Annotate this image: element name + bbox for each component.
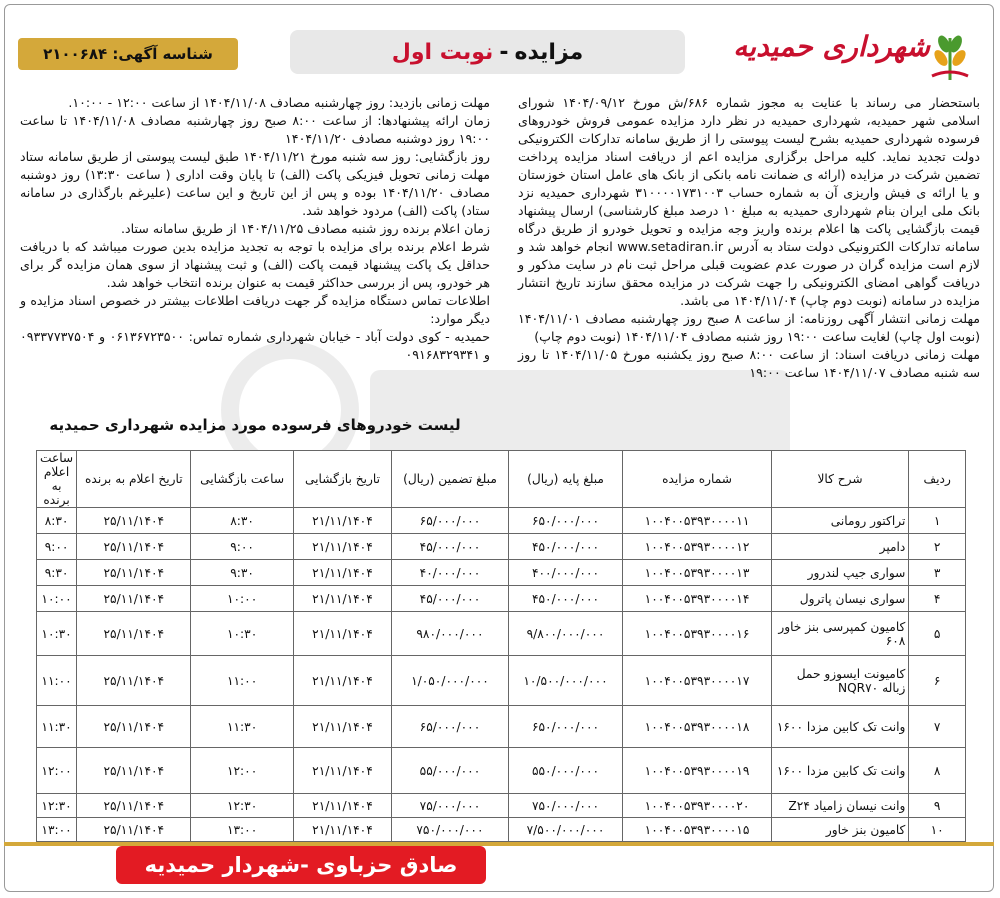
cell-row-number: ۱۰ — [909, 818, 966, 842]
cell-winner-date: ۲۵/۱۱/۱۴۰۴ — [77, 560, 191, 586]
cell-item-description: وانت نیسان زامیاد Z۲۴ — [771, 794, 909, 818]
cell-item-description: تراکتور رومانی — [771, 508, 909, 534]
cell-guarantee-amount: ۱/۰۵۰/۰۰۰/۰۰۰ — [392, 656, 508, 706]
table-row — [37, 586, 966, 612]
announcement-left-column — [20, 94, 490, 364]
cell-guarantee-amount: ۴۵/۰۰۰/۰۰۰ — [392, 586, 508, 612]
cell-winner-time: ۱۰:۰۰ — [37, 586, 77, 612]
contact-address-paragraph: حمیدیه - کوی دولت آباد - خیابان شهرداری شماره تماس: ۰۶۱۳۶۷۲۳۵۰۰ و ۰۹۳۳۷۷۳۷۵۰۴ و ۰۹۱۶۸۳۲۹۳۴۱ — [20, 329, 490, 362]
cell-row-number: ۷ — [909, 706, 966, 748]
title-part2: نوبت اول — [391, 39, 494, 65]
cell-winner-date: ۲۵/۱۱/۱۴۰۴ — [77, 534, 191, 560]
cell-winner-date: ۲۵/۱۱/۱۴۰۴ — [77, 818, 191, 842]
cell-row-number: ۹ — [909, 794, 966, 818]
cell-opening-time: ۸:۳۰ — [191, 508, 293, 534]
cell-item-description: دامپر — [771, 534, 909, 560]
cell-opening-time: ۱۰:۰۰ — [191, 586, 293, 612]
cell-base-price: ۷/۵۰۰/۰۰۰/۰۰۰ — [508, 818, 623, 842]
cell-guarantee-amount: ۵۵/۰۰۰/۰۰۰ — [392, 748, 508, 794]
header-auction-number: شماره مزایده — [623, 451, 771, 508]
header-guarantee-amount: مبلغ تضمین (ریال) — [392, 451, 508, 508]
table-row — [37, 706, 966, 748]
cell-guarantee-amount: ۶۵/۰۰۰/۰۰۰ — [392, 508, 508, 534]
cell-item-description: سواری جیپ لندرور — [771, 560, 909, 586]
header-base-price: مبلغ پایه (ریال) — [508, 451, 623, 508]
cell-opening-date: ۲۱/۱۱/۱۴۰۴ — [293, 612, 392, 656]
cell-winner-time: ۹:۰۰ — [37, 534, 77, 560]
table-row — [37, 612, 966, 656]
header-winner-time: ساعت اعلام به برنده — [37, 451, 77, 508]
cell-row-number: ۳ — [909, 560, 966, 586]
cell-auction-number: ۱۰۰۴۰۰۵۳۹۳۰۰۰۰۱۲ — [623, 534, 771, 560]
cell-winner-date: ۲۵/۱۱/۱۴۰۴ — [77, 508, 191, 534]
cell-opening-time: ۹:۰۰ — [191, 534, 293, 560]
cell-guarantee-amount: ۶۵/۰۰۰/۰۰۰ — [392, 706, 508, 748]
cell-item-description: سواری نیسان پاترول — [771, 586, 909, 612]
cell-base-price: ۴۵۰/۰۰۰/۰۰۰ — [508, 534, 623, 560]
page-title — [290, 30, 685, 74]
cell-auction-number: ۱۰۰۴۰۰۵۳۹۳۰۰۰۰۱۷ — [623, 656, 771, 706]
cell-winner-date: ۲۵/۱۱/۱۴۰۴ — [77, 586, 191, 612]
cell-opening-date: ۲۱/۱۱/۱۴۰۴ — [293, 656, 392, 706]
cell-auction-number: ۱۰۰۴۰۰۵۳۹۳۰۰۰۰۱۳ — [623, 560, 771, 586]
cell-row-number: ۱ — [909, 508, 966, 534]
cell-winner-time: ۱۳:۰۰ — [37, 818, 77, 842]
cell-opening-date: ۲۱/۱۱/۱۴۰۴ — [293, 818, 392, 842]
cell-winner-time: ۱۱:۳۰ — [37, 706, 77, 748]
table-title: لیست خودروهای فرسوده مورد مزایده شهرداری حمیدیه — [49, 416, 461, 434]
cell-auction-number: ۱۰۰۴۰۰۵۳۹۳۰۰۰۰۲۰ — [623, 794, 771, 818]
cell-auction-number: ۱۰۰۴۰۰۵۳۹۳۰۰۰۰۱۶ — [623, 612, 771, 656]
cell-auction-number: ۱۰۰۴۰۰۵۳۹۳۰۰۰۰۱۱ — [623, 508, 771, 534]
intro-paragraph: باستحضار می رساند با عنایت به مجوز شماره ۶۸۶/ش مورخ ۱۴۰۴/۰۹/۱۲ شورای اسلامی شهر حمیدیه، شهرداری حمیدیه در نظر دارد مزایده عمومی فروش خودروهای فرسوده شهرداری حمیدیه بشرح لیست پیوستی را از طریق سامانه تدارکات الکترونیکی دولت تجدید نماید. کلیه مراحل برگزاری مزایده اعم از دریافت اسناد مزایده پرداخت تضمین شرکت در مزایده (ارائه ی ضمانت نامه بانکی از بانک های عامل استان خوزستان و یا ارائه ی فیش واریزی آن به شماره حساب ۳۱۰۰۰۰۱۷۳۱۰۰۳ شهرداری حمیدیه نزد بانک ملی ایران بنام شهرداری حمیدیه به مبلغ ۱۰ درصد مبلغ کارشناسی) ارسال پیشنهاد قیمت بازگشایی پاکت ها اعلام برنده واریز وجه مزایده و تحویل خودرو از طریق درگاه سامانه تدارکات الکترونیکی دولت ستاد به آدرس www.setadiran.ir انجام خواهد شد و لازم است مزایده گران در صورت عدم عضویت قبلی مراحل ثبت نام در سایت مذکور و دریافت گواهی امضای الکترونیکی را جهت شرکت در مزایده محقق سازند تاریخ انتشار مزایده در سامانه (نوبت دوم چاپ) ۱۴۰۴/۱۱/۰۴ می باشد. — [518, 95, 980, 308]
cell-item-description: وانت تک کابین مزدا ۱۶۰۰ — [771, 706, 909, 748]
table-row — [37, 656, 966, 706]
document-period-paragraph: مهلت زمانی دریافت اسناد: از ساعت ۸:۰۰ صبح روز یکشنبه مورخ ۱۴۰۴/۱۱/۰۵ تا روز سه شنبه مصادف ۱۴۰۴/۱۱/۰۷ ساعت ۱۹:۰۰ — [518, 347, 980, 380]
cell-base-price: ۶۵۰/۰۰۰/۰۰۰ — [508, 706, 623, 748]
opening-day-paragraph: روز بازگشایی: روز سه شنبه مورخ ۱۴۰۴/۱۱/۲۱ طبق لیست پیوستی از طریق سامانه ستاد مهلت زمانی تحویل فیزیکی پاکت (الف) تا پایان وقت اداری ( ساعت ۱۳:۳۰) روز دوشنبه مصادف ۱۴۰۴/۱۱/۲۰ بوده و پس از این تاریخ و این ساعت (علیرغم بارگذاری در سامانه ستاد) پاکت (الف) مردود خواهد شد. — [20, 149, 491, 218]
table-row — [37, 818, 966, 842]
contact-info-paragraph: اطلاعات تماس دستگاه مزایده گر جهت دریافت اطلاعات بیشتر در خصوص اسناد مزایده و دیگر موارد: — [20, 293, 490, 326]
footer-signature — [116, 846, 486, 884]
cell-winner-time: ۸:۳۰ — [37, 508, 77, 534]
winner-announce-paragraph: زمان اعلام برنده روز شنبه مصادف ۱۴۰۴/۱۱/۲۵ از طریق سامانه ستاد. — [121, 221, 490, 236]
table-header-row — [37, 451, 966, 508]
cell-auction-number: ۱۰۰۴۰۰۵۳۹۳۰۰۰۰۱۵ — [623, 818, 771, 842]
cell-opening-time: ۱۱:۳۰ — [191, 706, 293, 748]
visit-time-paragraph: مهلت زمانی بازدید: روز چهارشنبه مصادف ۱۴۰۴/۱۱/۰۸ از ساعت ۱۲:۰۰ - ۱۰:۰۰. — [68, 95, 490, 110]
cell-base-price: ۷۵۰/۰۰۰/۰۰۰ — [508, 794, 623, 818]
cell-winner-date: ۲۵/۱۱/۱۴۰۴ — [77, 656, 191, 706]
header-winner-date: تاریخ اعلام به برنده — [77, 451, 191, 508]
table-row — [37, 748, 966, 794]
cell-base-price: ۴۰۰/۰۰۰/۰۰۰ — [508, 560, 623, 586]
cell-opening-time: ۹:۳۰ — [191, 560, 293, 586]
cell-row-number: ۶ — [909, 656, 966, 706]
cell-opening-time: ۱۲:۰۰ — [191, 748, 293, 794]
cell-item-description: وانت تک کابین مزدا ۱۶۰۰ — [771, 748, 909, 794]
cell-winner-time: ۱۲:۰۰ — [37, 748, 77, 794]
table-row — [37, 534, 966, 560]
cell-auction-number: ۱۰۰۴۰۰۵۳۹۳۰۰۰۰۱۹ — [623, 748, 771, 794]
offer-time-paragraph: زمان ارائه پیشنهادها: از ساعت ۸:۰۰ صبح روز چهارشنبه مصادف ۱۴۰۴/۱۱/۰۸ تا ساعت ۱۹:۰۰ روز دوشنبه مصادف ۱۴۰۴/۱۱/۲۰ — [20, 113, 490, 146]
cell-guarantee-amount: ۴۵/۰۰۰/۰۰۰ — [392, 534, 508, 560]
cell-opening-date: ۲۱/۱۱/۱۴۰۴ — [293, 508, 392, 534]
cell-row-number: ۵ — [909, 612, 966, 656]
cell-row-number: ۲ — [909, 534, 966, 560]
announcement-right-column — [518, 94, 980, 382]
cell-winner-date: ۲۵/۱۱/۱۴۰۴ — [77, 706, 191, 748]
cell-base-price: ۱۰/۵۰۰/۰۰۰/۰۰۰ — [508, 656, 623, 706]
cell-opening-time: ۱۳:۰۰ — [191, 818, 293, 842]
publish-period-paragraph: مهلت زمانی انتشار آگهی روزنامه: از ساعت ۸ صبح روز چهارشنبه مصادف ۱۴۰۴/۱۱/۰۱ (نوبت اول چاپ) لغایت ساعت ۱۹:۰۰ روز شنبه مصادف ۱۴۰۴/۱۱/۰۴ (نوبت دوم چاپ) — [518, 311, 980, 344]
table-row — [37, 794, 966, 818]
cell-base-price: ۴۵۰/۰۰۰/۰۰۰ — [508, 586, 623, 612]
cell-winner-time: ۱۲:۳۰ — [37, 794, 77, 818]
cell-item-description: کامیون بنز خاور — [771, 818, 909, 842]
header-row-number: ردیف — [909, 451, 966, 508]
cell-opening-date: ۲۱/۱۱/۱۴۰۴ — [293, 586, 392, 612]
header-opening-date: تاریخ بازگشایی — [293, 451, 392, 508]
vehicles-table — [36, 450, 966, 842]
cell-winner-time: ۱۱:۰۰ — [37, 656, 77, 706]
cell-base-price: ۵۵۰/۰۰۰/۰۰۰ — [508, 748, 623, 794]
header-item-description: شرح کالا — [771, 451, 909, 508]
footer-text: صادق حزباوی -شهردار حمیدیه — [144, 853, 458, 877]
cell-auction-number: ۱۰۰۴۰۰۵۳۹۳۰۰۰۰۱۴ — [623, 586, 771, 612]
header-opening-time: ساعت بازگشایی — [191, 451, 293, 508]
cell-winner-date: ۲۵/۱۱/۱۴۰۴ — [77, 748, 191, 794]
cell-winner-date: ۲۵/۱۱/۱۴۰۴ — [77, 794, 191, 818]
cell-opening-date: ۲۱/۱۱/۱۴۰۴ — [293, 748, 392, 794]
cell-opening-date: ۲۱/۱۱/۱۴۰۴ — [293, 560, 392, 586]
cell-guarantee-amount: ۴۰/۰۰۰/۰۰۰ — [392, 560, 508, 586]
cell-winner-date: ۲۵/۱۱/۱۴۰۴ — [77, 612, 191, 656]
logo-text: شهرداری حمیدیه — [733, 30, 930, 63]
ad-id-badge — [18, 38, 238, 70]
cell-base-price: ۶۵۰/۰۰۰/۰۰۰ — [508, 508, 623, 534]
cell-winner-time: ۹:۳۰ — [37, 560, 77, 586]
cell-opening-time: ۱۲:۳۰ — [191, 794, 293, 818]
ad-id-label: شناسه آگهی: ۲۱۰۰۶۸۴ — [43, 45, 213, 63]
cell-row-number: ۴ — [909, 586, 966, 612]
cell-auction-number: ۱۰۰۴۰۰۵۳۹۳۰۰۰۰۱۸ — [623, 706, 771, 748]
cell-opening-time: ۱۰:۳۰ — [191, 612, 293, 656]
cell-item-description: کامیون کمپرسی بنز خاور ۶۰۸ — [771, 612, 909, 656]
cell-opening-date: ۲۱/۱۱/۱۴۰۴ — [293, 794, 392, 818]
cell-opening-time: ۱۱:۰۰ — [191, 656, 293, 706]
cell-opening-date: ۲۱/۱۱/۱۴۰۴ — [293, 534, 392, 560]
cell-guarantee-amount: ۹۸۰/۰۰۰/۰۰۰ — [392, 612, 508, 656]
cell-base-price: ۹/۸۰۰/۰۰۰/۰۰۰ — [508, 612, 623, 656]
cell-opening-date: ۲۱/۱۱/۱۴۰۴ — [293, 706, 392, 748]
table-row — [37, 508, 966, 534]
wheat-logo-icon — [928, 28, 972, 84]
title-separator: - — [499, 39, 509, 65]
cell-guarantee-amount: ۷۵۰/۰۰۰/۰۰۰ — [392, 818, 508, 842]
table-row — [37, 560, 966, 586]
winner-condition-paragraph: شرط اعلام برنده برای مزایده با توجه به تجدید مزایده بدین صورت میباشد که با دریافت حداقل یک پاکت پیشنهاد قیمت پاکت (الف) و ثبت پیشنهاد از سوی همان مزایده گر برای هر خودرو، پس از بررسی حداکثر قیمت به عنوان برنده انتخاب خواهد شد. — [20, 239, 490, 290]
cell-winner-time: ۱۰:۳۰ — [37, 612, 77, 656]
cell-row-number: ۸ — [909, 748, 966, 794]
cell-item-description: کامیونت ایسوزو حمل زباله NQR۷۰ — [771, 656, 909, 706]
title-part1: مزایده — [514, 39, 584, 65]
cell-guarantee-amount: ۷۵/۰۰۰/۰۰۰ — [392, 794, 508, 818]
